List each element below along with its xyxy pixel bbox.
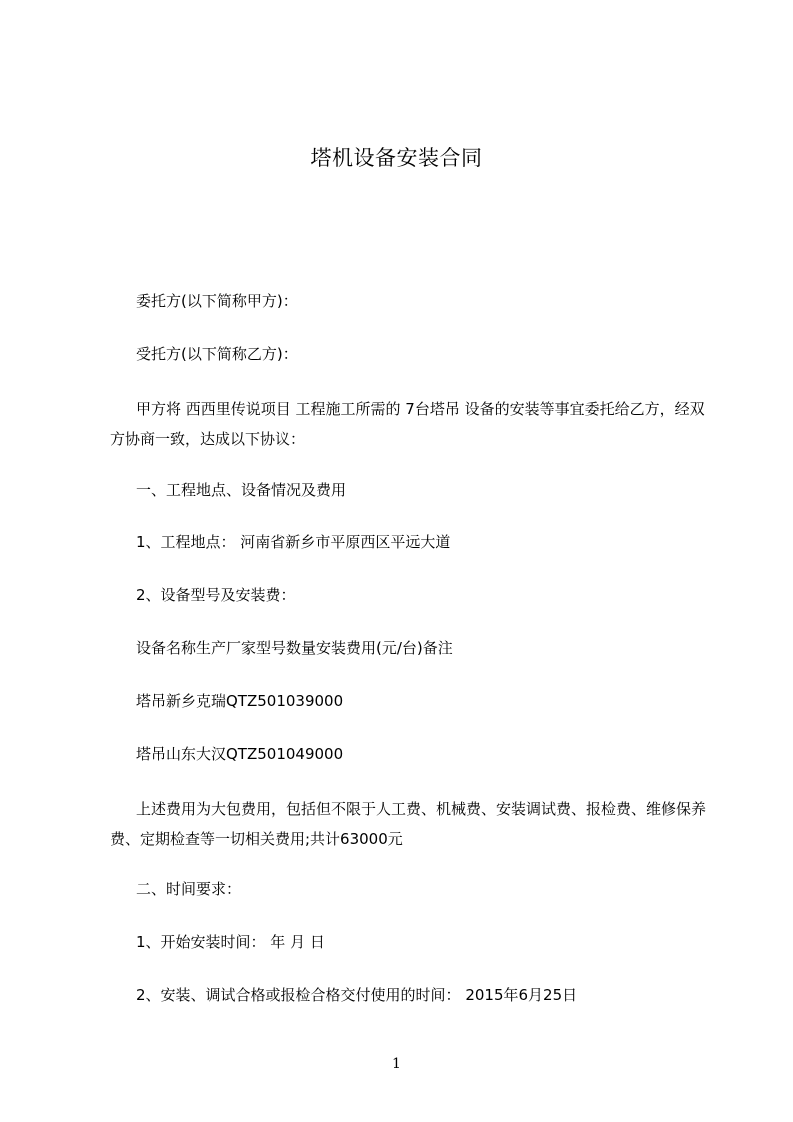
equipment-fee-heading: 2、设备型号及安装费： xyxy=(136,586,296,604)
equipment-row-1: 塔吊新乡克瑞QTZ501039000 xyxy=(136,692,344,710)
start-time-line: 1、开始安装时间： 年 月 日 xyxy=(136,933,325,951)
document-title: 塔机设备安装合同 xyxy=(310,146,483,170)
delivery-time-line: 2、安装、调试合格或报检合格交付使用的时间： 2015年6月25日 xyxy=(136,986,578,1004)
party-a-line: 委托方(以下简称甲方)： xyxy=(136,292,298,310)
party-b-line: 受托方(以下简称乙方)： xyxy=(136,345,298,363)
fee-note-paragraph: 上述费用为大包费用，包括但不限于人工费、机械费、安装调试费、报检费、维修保养费、定期检查等一切相关费用;共计63000元 xyxy=(110,800,707,848)
equipment-table-header: 设备名称生产厂家型号数量安装费用(元/台)备注 xyxy=(136,639,453,657)
work-location-line: 1、工程地点： 河南省新乡市平原西区平远大道 xyxy=(136,533,451,551)
page-number: 1 xyxy=(392,1056,401,1072)
equipment-row-2: 塔吊山东大汉QTZ501049000 xyxy=(136,745,344,763)
section-1-heading: 一、工程地点、设备情况及费用 xyxy=(136,481,347,499)
intro-paragraph: 甲方将 西西里传说项目 工程施工所需的 7台塔吊 设备的安装等事宜委托给乙方，经双方协商一致，达成以下协议： xyxy=(110,400,705,448)
section-2-heading: 二、时间要求： xyxy=(136,880,242,898)
